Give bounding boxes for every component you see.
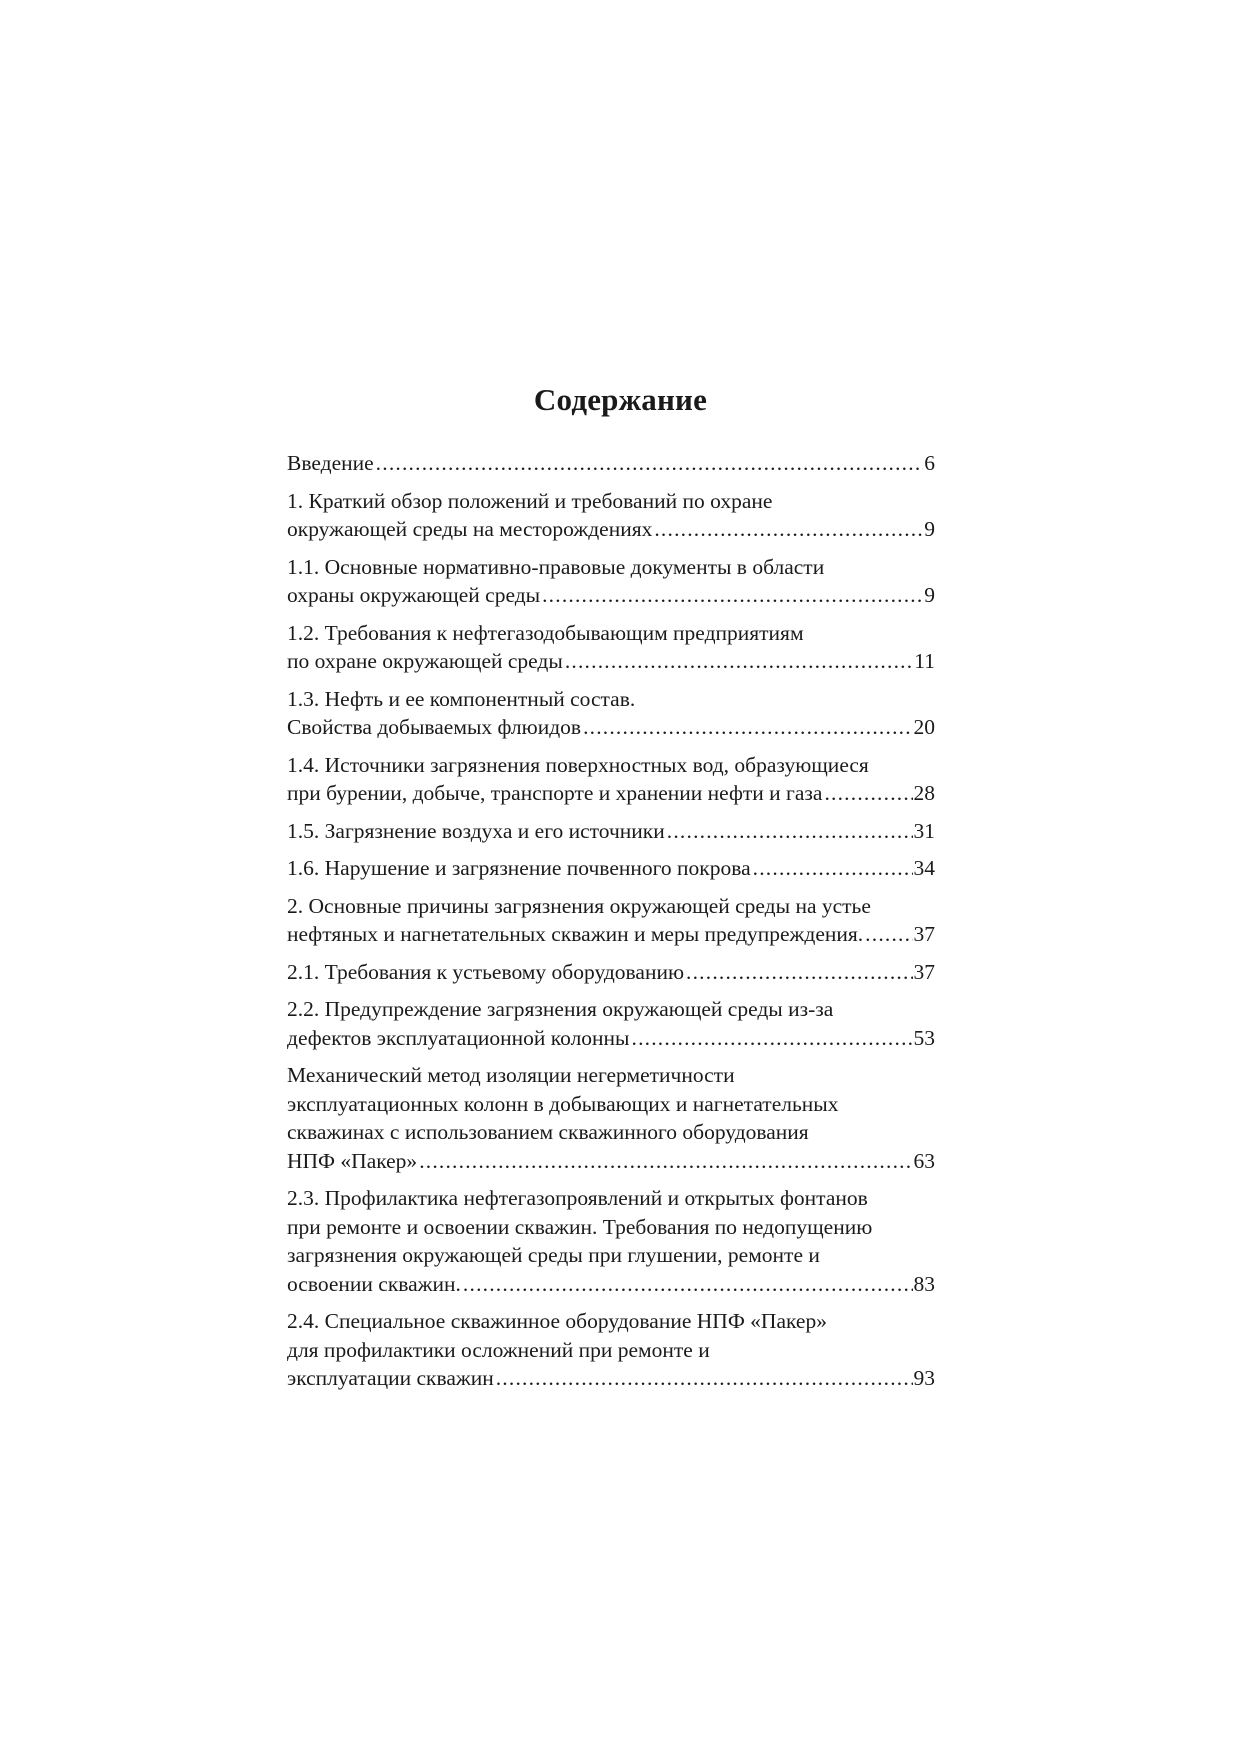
dot-leader [583,713,912,742]
toc-entry-text-line: Введение [287,451,374,475]
toc-entry [287,1307,935,1393]
toc-page-number: 37 [913,959,935,984]
toc-entry-text-line: скважинах с использованием скважинного оборудования [287,1120,809,1144]
toc-entry-text-line: 2.3. Профилактика нефтегазопроявлений и открытых фонтанов [287,1186,868,1210]
toc-entry-text-line: окружающей среды на месторождениях [287,517,653,541]
toc-entry-last-line [287,449,935,478]
dot-leader [865,920,912,949]
toc-page-number: 9 [924,517,935,541]
toc-page-number: 34 [913,856,935,880]
toc-entry-last-line [287,817,935,846]
toc-entry-text-line: 1. Краткий обзор положений и требований по охране [287,488,773,513]
toc-entry [287,995,935,1052]
toc-page-number: 31 [913,818,935,843]
toc-entry-text-line: нефтяных и нагнетательных скважин и меры предупреждения. [287,922,864,946]
toc-entry-text-line: дефектов эксплуатационной колонны [287,1025,630,1050]
table-of-contents [287,449,935,1402]
toc-entry [287,553,935,610]
toc-entry [287,854,935,883]
toc-page-number: 93 [913,1366,935,1390]
dot-leader [463,1270,913,1299]
toc-entry-text-line: 1.3. Нефть и ее компонентный состав. [287,686,636,711]
dot-leader [824,779,912,808]
toc-page-number: 20 [913,715,935,739]
toc-entry-text-line: эксплуатации скважин [287,1366,494,1390]
toc-page-number: 37 [913,922,935,946]
toc-entry-text-line: 1.1. Основные нормативно-правовые документы в области [287,554,825,579]
dot-leader [419,1147,912,1176]
toc-entry-last-line [287,958,935,987]
dot-leader [496,1364,913,1393]
toc-entry-text-line: при ремонте и освоении скважин. Требования по недопущению [287,1214,873,1239]
toc-entry [287,685,935,742]
toc-entry [287,619,935,676]
toc-entry-text-line: загрязнения окружающей среды при глушении, ремонте и [287,1243,820,1267]
toc-entry-text-line: охраны окружающей среды [287,583,541,607]
toc-entry-text-line: 1.6. Нарушение и загрязнение почвенного покрова [287,856,751,880]
dot-leader [753,854,913,883]
toc-entry-text-line: при бурении, добыче, транспорте и хранении нефти и газа [287,781,823,805]
toc-entry-text-line: НПФ «Пакер» [287,1148,418,1173]
dot-leader [376,449,924,478]
toc-page-number: 9 [924,583,935,607]
toc-entry-last-line [287,713,935,742]
toc-entry [287,751,935,808]
toc-entry-text-line: 2.4. Специальное скважинное оборудование НПФ «Пакер» [287,1309,827,1333]
toc-entry [287,892,935,949]
toc-entry-last-line [287,920,935,949]
toc-entry-text-line: Свойства добываемых флюидов [287,715,582,739]
toc-entry-last-line [287,1270,935,1299]
dot-leader [654,515,923,544]
toc-entry-text-line: эксплуатационных колонн в добывающих и нагнетательных [287,1091,839,1116]
toc-page-number: 11 [914,649,935,673]
toc-entry-text-line: 2.2. Предупреждение загрязнения окружающей среды из-за [287,997,834,1021]
dot-leader [667,817,913,846]
toc-entry-text-line: 1.4. Источники загрязнения поверхностных вод, образующиеся [287,752,869,777]
toc-entry-text-line: 1.2. Требования к нефтегазодобывающим предприятиям [287,620,804,645]
toc-page-number: 6 [924,451,935,475]
toc-page-number: 28 [913,781,935,805]
dot-leader [542,581,923,610]
toc-entry-text-line: освоении скважин. [287,1271,461,1296]
toc-entry-last-line [287,647,935,676]
toc-page-number: 53 [913,1025,935,1050]
toc-entry-last-line [287,1364,935,1393]
toc-entry [287,487,935,544]
toc-entry-last-line [287,581,935,610]
toc-page-number: 63 [913,1148,935,1173]
toc-entry [287,958,935,987]
page-title: Содержание [533,382,708,417]
toc-entry-text-line: 1.5. Загрязнение воздуха и его источники [287,818,665,843]
toc-entry-last-line [287,1147,935,1176]
toc-entry-last-line [287,1024,935,1053]
toc-entry-text-line: 2. Основные причины загрязнения окружающей среды на устье [287,893,871,918]
toc-entry [287,1184,935,1298]
toc-entry-text-line: Механический метод изоляции негерметичности [287,1063,735,1087]
toc-entry-last-line [287,515,935,544]
toc-entry-last-line [287,779,935,808]
toc-entry [287,1061,935,1175]
toc-entry [287,449,935,478]
dot-leader [686,958,912,987]
toc-entry-last-line [287,854,935,883]
dot-leader [565,647,913,676]
toc-entry-text-line: по охране окружающей среды [287,649,563,673]
dot-leader [632,1024,913,1053]
toc-page-number: 83 [913,1271,935,1296]
toc-entry [287,817,935,846]
toc-entry-text-line: для профилактики осложнений при ремонте и [287,1337,710,1362]
toc-entry-text-line: 2.1. Требования к устьевому оборудованию [287,959,685,984]
